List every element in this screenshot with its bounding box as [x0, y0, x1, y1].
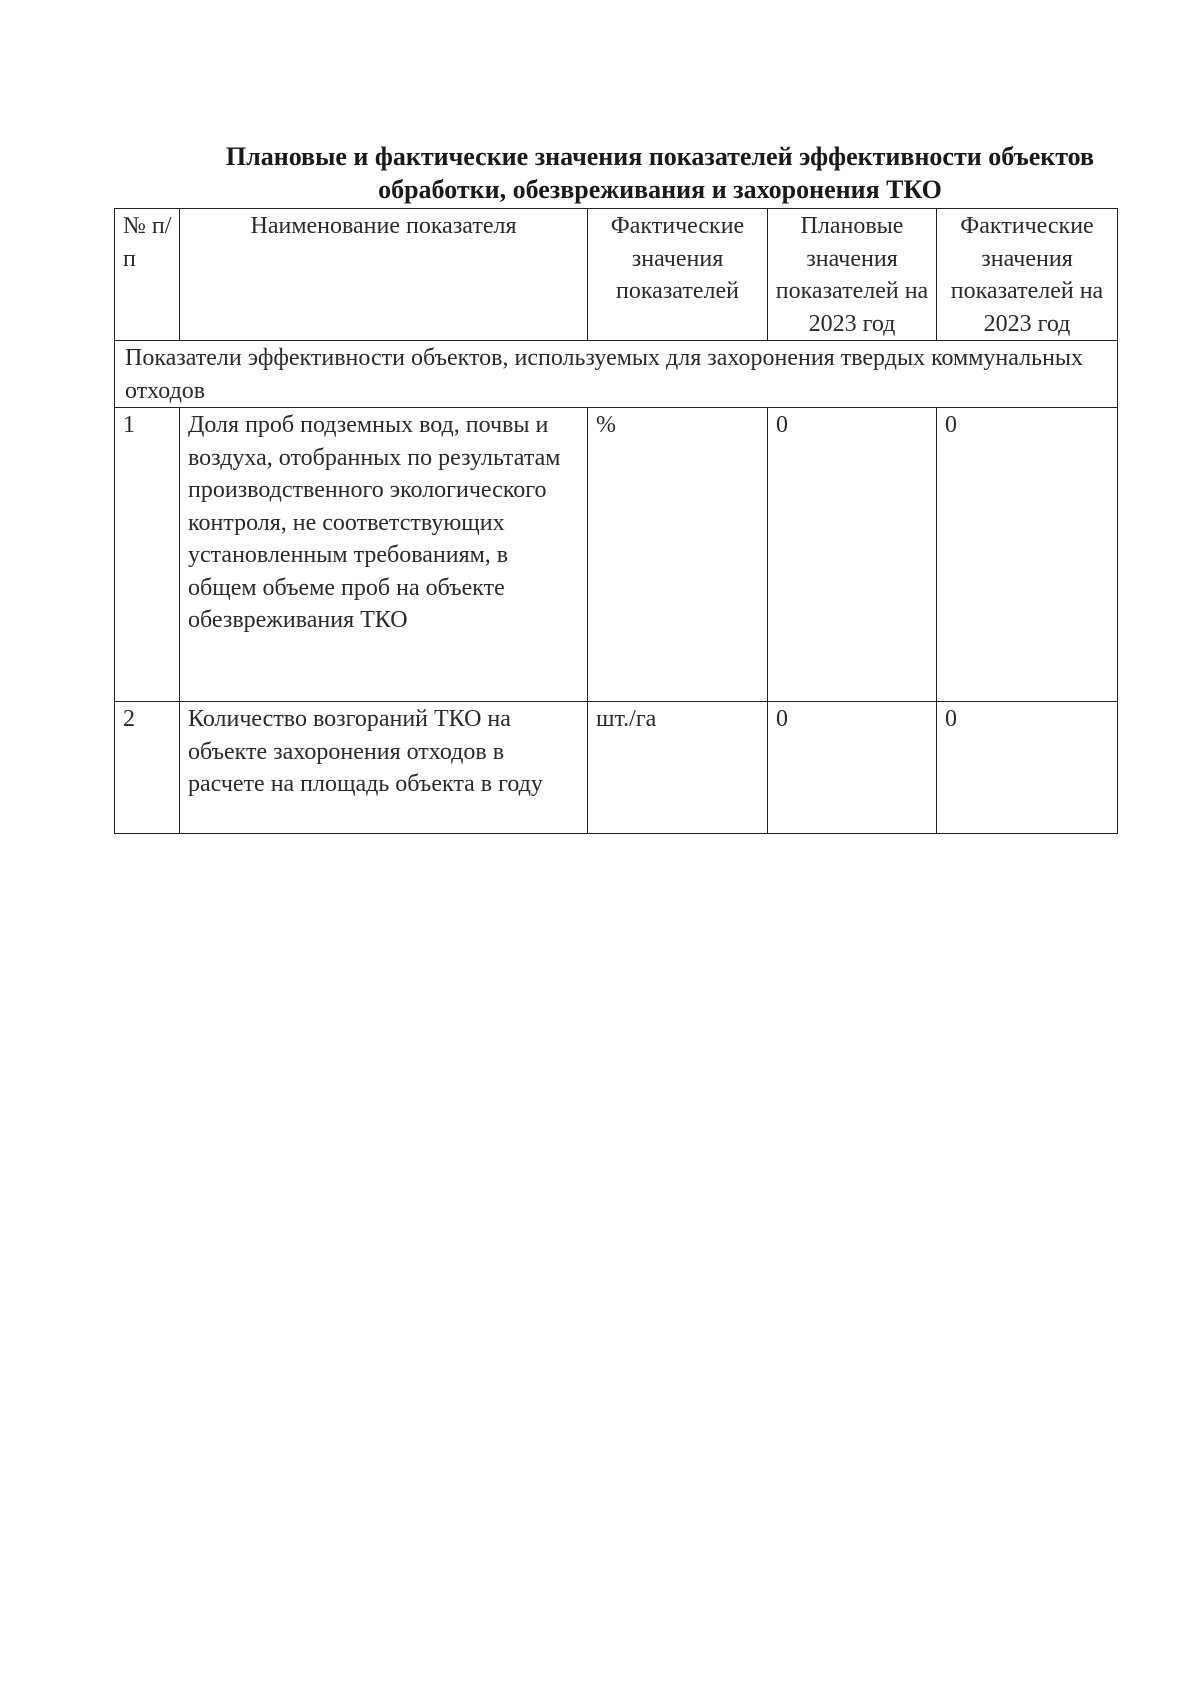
table-header-row [115, 209, 1118, 341]
table-row [115, 702, 1118, 834]
row-number: 2 [115, 702, 180, 834]
row-plan-value: 0 [768, 408, 937, 702]
row-plan-value: 0 [768, 702, 937, 834]
indicators-table [114, 208, 1118, 834]
row-indicator-name: Доля проб подземных вод, почвы и воздуха, отобранных по результатам производственного экологического контроля, не соответствующих установленным требованиям, в общем объеме проб на объекте обезвреживания ТКО [180, 408, 588, 702]
table-row [115, 408, 1118, 702]
row-fact-value: 0 [937, 702, 1118, 834]
header-planned-2023: Плановые значения показателей на 2023 год [768, 209, 937, 341]
row-unit: % [588, 408, 768, 702]
header-number: № п/п [115, 209, 180, 341]
document-title: Плановые и фактические значения показателей эффективности объектов обработки, обезвреживания и захоронения ТКО [225, 142, 1095, 204]
row-number: 1 [115, 408, 180, 702]
row-unit: шт./га [588, 702, 768, 834]
header-indicator-name: Наименование показателя [180, 209, 588, 341]
section-title: Показатели эффективности объектов, используемых для захоронения твердых коммунальных отходов [115, 341, 1118, 408]
header-actual-values: Фактические значения показателей [588, 209, 768, 341]
section-row [115, 341, 1118, 408]
header-actual-2023: Фактические значения показателей на 2023 год [937, 209, 1118, 341]
row-indicator-name: Количество возгораний ТКО на объекте захоронения отходов в расчете на площадь объекта в году [180, 702, 588, 834]
row-fact-value: 0 [937, 408, 1118, 702]
